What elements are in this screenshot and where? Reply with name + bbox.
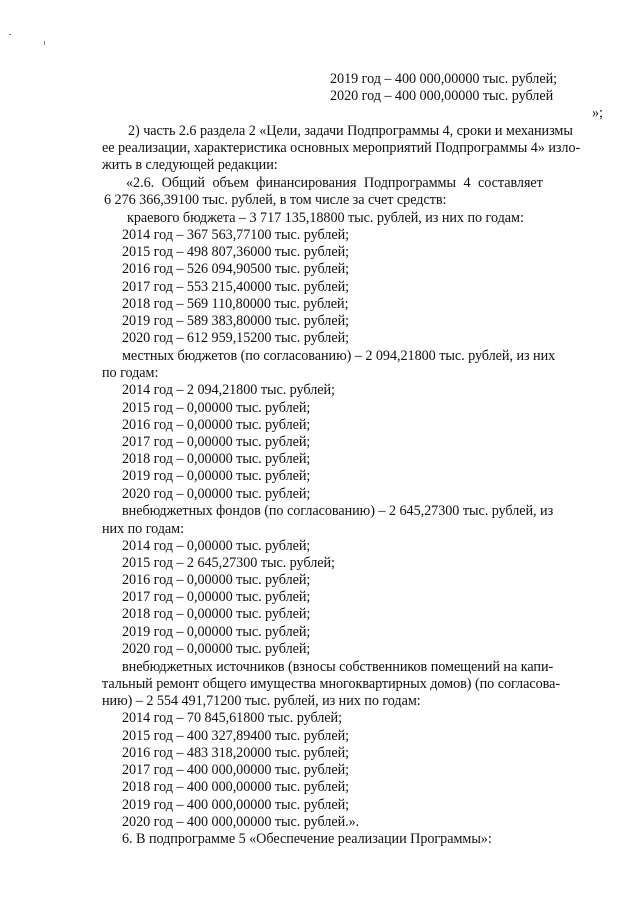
text-line: 2) часть 2.6 раздела 2 «Цели, задачи Подпрограммы 4, сроки и механизмы [128,123,573,139]
text-line: 2020 год – 400 000,00000 тыс. рублей.». [122,814,360,830]
text-line: 2017 год – 400 000,00000 тыс. рублей; [122,762,350,778]
text-line: внебюджетных фондов (по согласованию) – 2 645,27300 тыс. рублей, из [122,503,554,519]
text-line: 2020 год – 400 000,00000 тыс. рублей [330,88,554,104]
text-line: 2018 год – 0,00000 тыс. рублей; [122,606,311,622]
text-line: 2016 год – 0,00000 тыс. рублей; [122,572,311,588]
text-line: 2019 год – 400 000,00000 тыс. рублей; [122,797,350,813]
text-line: 2015 год – 2 645,27300 тыс. рублей; [122,555,335,571]
text-line: 2016 год – 526 094,90500 тыс. рублей; [122,261,350,277]
text-line: тальный ремонт общего имущества многоквартирных домов) (по согласова- [102,676,561,692]
text-line: ее реализации, характеристика основных мероприятий Подпрограммы 4» изло- [102,140,581,156]
text-line: 2016 год – 0,00000 тыс. рублей; [122,417,311,433]
text-line: 2015 год – 400 327,89400 тыс. рублей; [122,728,350,744]
text-line: 2018 год – 569 110,80000 тыс. рублей; [122,296,349,312]
text-line: 2014 год – 367 563,77100 тыс. рублей; [122,227,350,243]
text-line: нию) – 2 554 491,71200 тыс. рублей, из них по годам: [102,693,421,709]
text-line: внебюджетных источников (взносы собственников помещений на капи- [122,659,554,675]
text-line: 2015 год – 0,00000 тыс. рублей; [122,400,311,416]
text-line: »; [592,105,603,121]
text-line: 2019 год – 589 383,80000 тыс. рублей; [122,313,350,329]
text-line: местных бюджетов (по согласованию) – 2 094,21800 тыс. рублей, из них [122,348,556,364]
text-line: 2016 год – 483 318,20000 тыс. рублей; [122,745,350,761]
text-line: жить в следующей редакции: [102,157,278,173]
text-line: 2014 год – 2 094,21800 тыс. рублей; [122,382,335,398]
text-line: 2018 год – 0,00000 тыс. рублей; [122,451,311,467]
text-line: 2017 год – 0,00000 тыс. рублей; [122,589,311,605]
text-line: «2.6. Общий объем финансирования Подпрограммы 4 составляет [126,175,543,191]
text-line: 2017 год – 0,00000 тыс. рублей; [122,434,311,450]
text-line: 2015 год – 498 807,36000 тыс. рублей; [122,244,350,260]
scan-speck [44,41,45,45]
text-line: 2019 год – 0,00000 тыс. рублей; [122,468,311,484]
text-line: 2017 год – 553 215,40000 тыс. рублей; [122,279,350,295]
text-line: 2020 год – 0,00000 тыс. рублей; [122,641,311,657]
text-line: 2019 год – 0,00000 тыс. рублей; [122,624,311,640]
text-line: них по годам: [102,521,184,537]
text-line: 2018 год – 400 000,00000 тыс. рублей; [122,779,350,795]
text-line: 2020 год – 0,00000 тыс. рублей; [122,486,311,502]
text-line: 2019 год – 400 000,00000 тыс. рублей; [330,71,558,87]
text-line: краевого бюджета – 3 717 135,18800 тыс. рублей, из них по годам: [127,210,524,226]
text-line: 2020 год – 612 959,15200 тыс. рублей; [122,330,350,346]
text-line: 6 276 366,39100 тыс. рублей, в том числе за счет средств: [104,192,447,208]
section-heading: 6. В подпрограмме 5 «Обеспечение реализации Программы»: [122,831,492,847]
text-line: 2014 год – 0,00000 тыс. рублей; [122,538,311,554]
text-line: 2014 год – 70 845,61800 тыс. рублей; [122,710,342,726]
scan-speck [9,34,11,35]
text-line: по годам: [102,365,159,381]
